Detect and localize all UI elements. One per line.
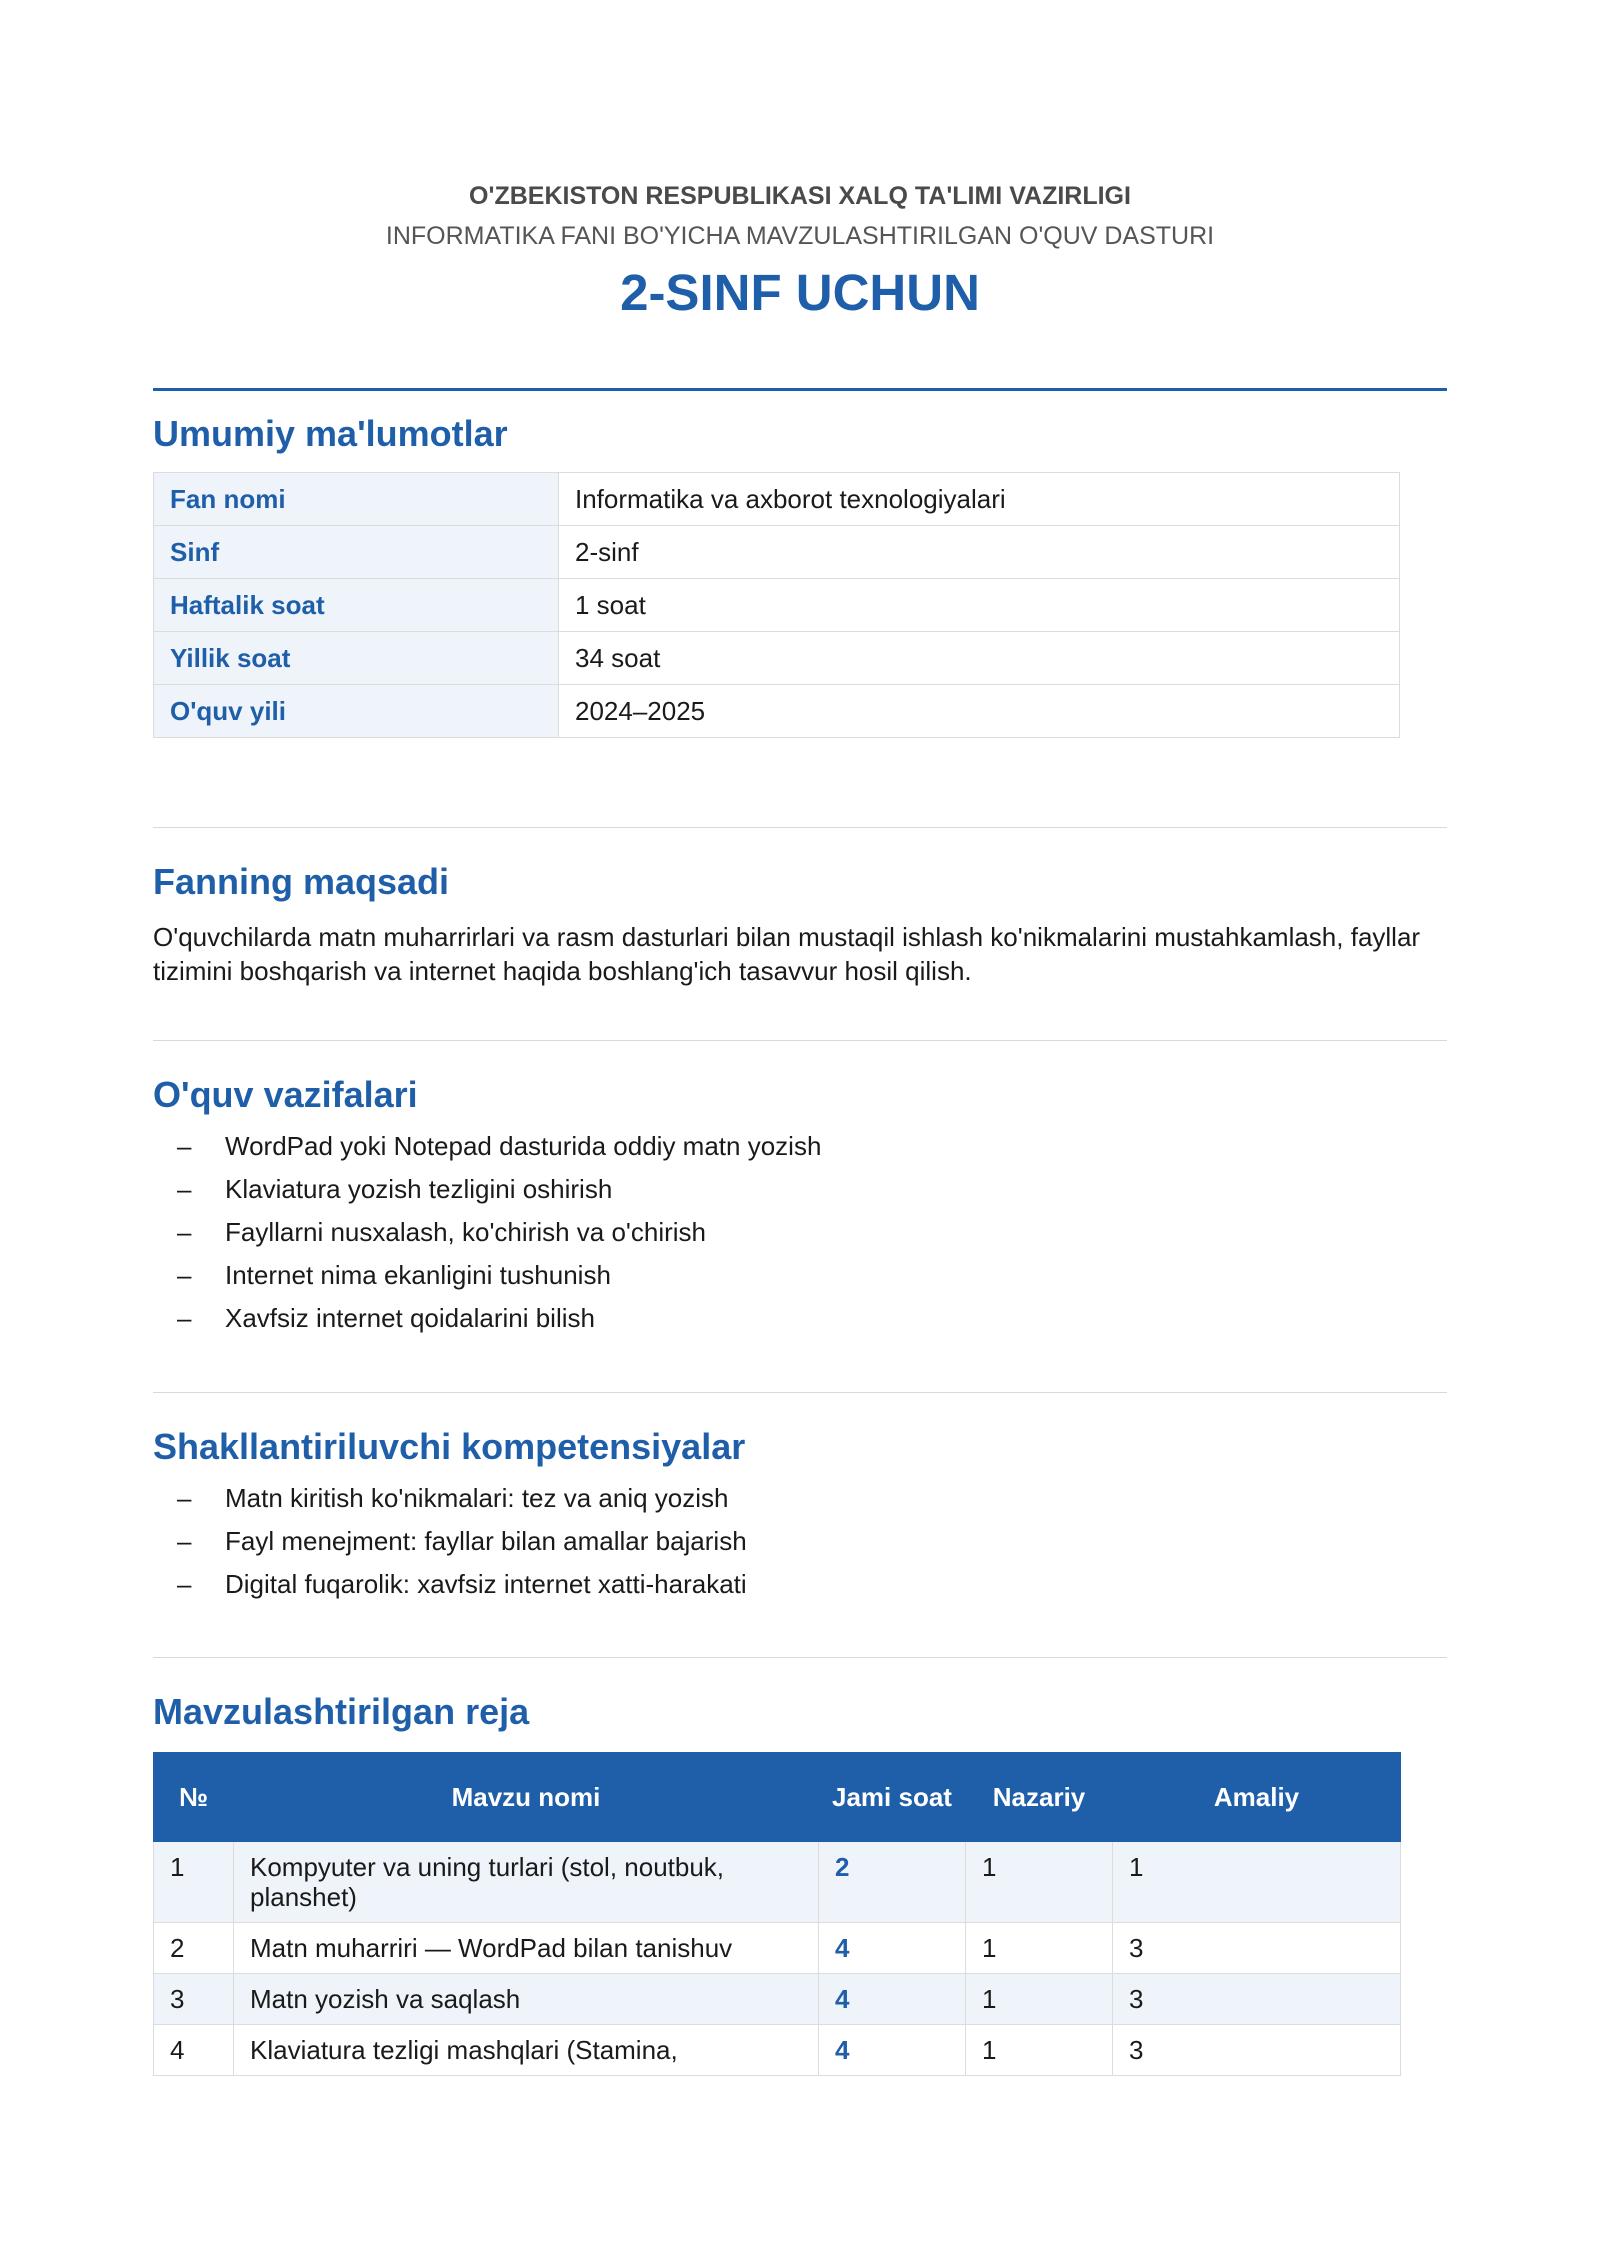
list-item-text: Matn kiritish ko'nikmalari: tez va aniq yozish: [225, 1483, 729, 1513]
plan-title: Mavzulashtirilgan reja: [153, 1691, 530, 1732]
goal-title: Fanning maqsadi: [153, 861, 450, 902]
list-item-text: Digital fuqarolik: xavfsiz internet xatti-harakati: [225, 1569, 747, 1599]
ministry-name: O'ZBEKISTON RESPUBLIKASI XALQ TA'LIMI VAZIRLIGI: [469, 182, 1131, 210]
table-row: [154, 1923, 1401, 1974]
col-header-topic: Mavzu nomi: [234, 1753, 819, 1842]
general-info-title: Umumiy ma'lumotlar: [153, 413, 508, 454]
list-item: [153, 1211, 1447, 1254]
info-value: 2-sinf: [559, 526, 1400, 579]
tasks-section: [153, 1073, 1447, 1340]
info-key: Haftalik soat: [154, 579, 559, 632]
list-item-text: Fayl menejment: fayllar bilan amallar bajarish: [225, 1526, 747, 1556]
dash-bullet: –: [177, 1174, 192, 1204]
divider-2: [153, 1040, 1447, 1041]
info-key: O'quv yili: [154, 685, 559, 738]
list-item: [153, 1125, 1447, 1168]
cell-number: 2: [154, 1923, 234, 1974]
cell-topic: Matn yozish va saqlash: [234, 1974, 819, 2025]
table-row: [154, 1974, 1401, 2025]
cell-topic: Matn muharriri — WordPad bilan tanishuv: [234, 1923, 819, 1974]
list-item-text: WordPad yoki Notepad dasturida oddiy matn yozish: [225, 1131, 822, 1161]
col-header-practice: Amaliy: [1113, 1753, 1401, 1842]
section-divider: [153, 1392, 1447, 1393]
info-row: [154, 685, 1400, 738]
program-subtitle: INFORMATIKA FANI BO'YICHA MAVZULASHTIRILGAN O'QUV DASTURI: [385, 222, 1215, 250]
cell-topic: Klaviatura tezligi mashqlari (Stamina,: [234, 2025, 819, 2076]
plan-table: [153, 1752, 1401, 2076]
list-item-text: Fayllarni nusxalash, ko'chirish va o'chirish: [225, 1217, 707, 1247]
cell-practice: 3: [1113, 1974, 1401, 2025]
cell-theory: 1: [966, 1923, 1113, 1974]
info-row: [154, 579, 1400, 632]
dash-bullet: –: [177, 1526, 192, 1556]
competencies-section: [153, 1425, 1447, 1606]
dash-bullet: –: [177, 1483, 192, 1513]
info-value: 1 soat: [559, 579, 1400, 632]
info-value: 34 soat: [559, 632, 1400, 685]
list-item-text: Xavfsiz internet qoidalarini bilish: [225, 1303, 595, 1333]
info-row: [154, 473, 1400, 526]
section-divider: [153, 1040, 1447, 1041]
dash-bullet: –: [177, 1303, 192, 1333]
cell-theory: 1: [966, 1974, 1113, 2025]
header-divider: [153, 388, 1447, 391]
plan-section: [153, 1690, 1447, 2076]
tasks-title: O'quv vazifalari: [153, 1074, 418, 1115]
cell-practice: 1: [1113, 1842, 1401, 1923]
divider-4: [153, 1657, 1447, 1658]
info-value: 2024–2025: [559, 685, 1400, 738]
col-header-theory: Nazariy: [966, 1753, 1113, 1842]
cell-number: 4: [154, 2025, 234, 2076]
cell-practice: 3: [1113, 2025, 1401, 2076]
info-row: [154, 632, 1400, 685]
divider-1: [153, 827, 1447, 828]
info-value: Informatika va axborot texnologiyalari: [559, 473, 1400, 526]
list-item: [153, 1477, 1447, 1520]
document-header: [153, 0, 1447, 391]
list-item: [153, 1168, 1447, 1211]
cell-number: 1: [154, 1842, 234, 1923]
dash-bullet: –: [177, 1260, 192, 1290]
cell-total-hours: 2: [819, 1842, 966, 1923]
table-row: [154, 1842, 1401, 1923]
info-key: Sinf: [154, 526, 559, 579]
section-divider: [153, 827, 1447, 828]
goal-section: [153, 860, 1447, 988]
list-item-text: Klaviatura yozish tezligini oshirish: [225, 1174, 613, 1204]
section-divider: [153, 1657, 1447, 1658]
dash-bullet: –: [177, 1217, 192, 1247]
info-key: Yillik soat: [154, 632, 559, 685]
list-item: [153, 1520, 1447, 1563]
competencies-list: [153, 1477, 1447, 1606]
cell-theory: 1: [966, 1842, 1113, 1923]
plan-header-row: [154, 1753, 1401, 1842]
dash-bullet: –: [177, 1131, 192, 1161]
dash-bullet: –: [177, 1569, 192, 1599]
competencies-title: Shakllantiriluvchi kompetensiyalar: [153, 1426, 746, 1467]
divider-3: [153, 1392, 1447, 1393]
cell-theory: 1: [966, 2025, 1113, 2076]
general-info-table: [153, 472, 1400, 738]
col-header-total-hours: Jami soat: [819, 1753, 966, 1842]
grade-title: 2-SINF UCHUN: [620, 264, 980, 321]
list-item: [153, 1297, 1447, 1340]
cell-total-hours: 4: [819, 2025, 966, 2076]
list-item: [153, 1254, 1447, 1297]
goal-text: O'quvchilarda matn muharrirlari va rasm dasturlari bilan mustaqil ishlash ko'nikmalarini mustahkamlash, fayllar tizimini boshqarish va internet haqida boshlang'ich tasavvur hosil qilish.: [153, 922, 1421, 986]
col-header-number: №: [154, 1753, 234, 1842]
cell-total-hours: 4: [819, 1923, 966, 1974]
info-row: [154, 526, 1400, 579]
cell-total-hours: 4: [819, 1974, 966, 2025]
tasks-list: [153, 1125, 1447, 1340]
list-item-text: Internet nima ekanligini tushunish: [225, 1260, 611, 1290]
cell-topic: Kompyuter va uning turlari (stol, noutbuk, planshet): [234, 1842, 819, 1923]
general-info-section: [153, 412, 1447, 738]
cell-number: 3: [154, 1974, 234, 2025]
cell-practice: 3: [1113, 1923, 1401, 1974]
info-key: Fan nomi: [154, 473, 559, 526]
table-row: [154, 2025, 1401, 2076]
list-item: [153, 1563, 1447, 1606]
